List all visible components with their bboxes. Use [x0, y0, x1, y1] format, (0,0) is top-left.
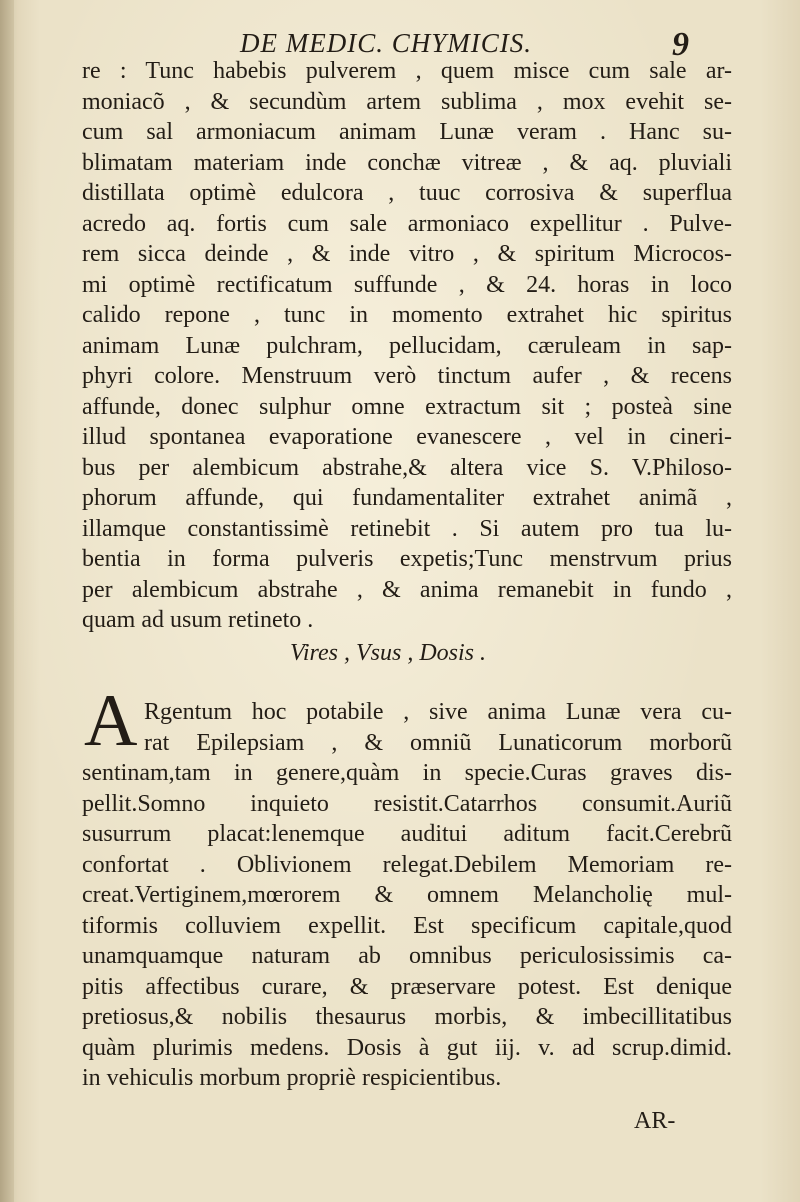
running-head: DE MEDIC. CHYMICIS. — [240, 28, 532, 58]
text-line: quàm plurimis medens. Dosis à gut iij. v. ad scrup.dimid. — [82, 1034, 732, 1061]
text-line: illamque constantissimè retinebit . Si autem pro tua lu- — [82, 515, 732, 542]
section-heading: Vires , Vsus , Dosis . — [290, 640, 487, 666]
text-line: in vehiculis morbum propriè respicientibus. — [82, 1065, 502, 1091]
text-line: moniacõ , & secundùm artem sublima , mox evehit se- — [82, 88, 732, 115]
text-line: rem sicca deinde , & inde vitro , & spiritum Microcos- — [82, 241, 732, 267]
text-line: confortat . Oblivionem relegat.Debilem Memoriam re- — [82, 851, 732, 878]
text-line: Rgentum hoc potabile , sive anima Lunæ vera cu- — [144, 699, 732, 725]
text-line: illud spontanea evaporatione evanescere , vel in cineri- — [82, 424, 732, 450]
text-line: calido repone , tunc in momento extrahet hic spiritus — [82, 302, 732, 328]
text-line: animam Lunæ pulchram, pellucidam, cæruleam in sap- — [82, 332, 732, 359]
text-line: phorum affunde, qui fundamentaliter extrahet animã , — [82, 485, 732, 511]
paragraph-2 — [82, 697, 732, 1094]
text-line: pellit.Somno inquieto resistit.Catarrhos consumit.Auriũ — [82, 790, 732, 817]
text-line: susurrum placat:lenemque auditui aditum facit.Cerebrũ — [82, 821, 732, 847]
text-line: re : Tunc habebis pulverem , quem misce cum sale ar- — [82, 58, 732, 84]
text-line: mi optimè rectificatum suffunde , & 24. horas in loco — [82, 271, 732, 298]
text-line: rat Epilepsiam , & omniũ Lunaticorum morborũ — [144, 729, 732, 756]
text-line: blimatam materiam inde conchæ vitreæ , & aq. pluviali — [82, 149, 732, 176]
text-line: sentinam,tam in genere,quàm in specie.Curas graves dis- — [82, 760, 732, 786]
text-line: pitis affectibus curare, & præservare potest. Est denique — [82, 973, 732, 1000]
page-gutter — [0, 0, 14, 1202]
text-line: phyri colore. Menstruum verò tinctum aufer , & recens — [82, 363, 732, 389]
catchword: AR- — [634, 1108, 676, 1134]
paragraph-1 — [82, 56, 732, 636]
drop-cap: A — [84, 680, 138, 762]
text-line: affunde, donec sulphur omne extractum sit ; posteà sine — [82, 393, 732, 420]
text-line: bus per alembicum abstrahe,& altera vice S. V.Philoso- — [82, 454, 732, 481]
text-line: acredo aq. fortis cum sale armoniaco expellitur . Pulve- — [82, 210, 732, 237]
text-line: per alembicum abstrahe , & anima remanebit in fundo , — [82, 576, 732, 603]
text-line: cum sal armoniacum animam Lunæ veram . Hanc su- — [82, 119, 732, 145]
text-line: unamquamque naturam ab omnibus periculosissimis ca- — [82, 943, 732, 969]
text-line: tiformis colluviem expellit. Est specificum capitale,quod — [82, 912, 732, 939]
text-line: distillata optimè edulcora , tuuc corrosiva & superflua — [82, 180, 732, 206]
text-line: creat.Vertiginem,mœrorem & omnem Melancholię mul- — [82, 882, 732, 908]
text-line: bentia in forma pulveris expetis;Tunc menstrvum prius — [82, 546, 732, 572]
text-line: pretiosus,& nobilis thesaurus morbis, & imbecillitatibus — [82, 1004, 732, 1030]
page-number: 9 — [672, 26, 689, 63]
text-line: quam ad usum retineto . — [82, 607, 314, 633]
